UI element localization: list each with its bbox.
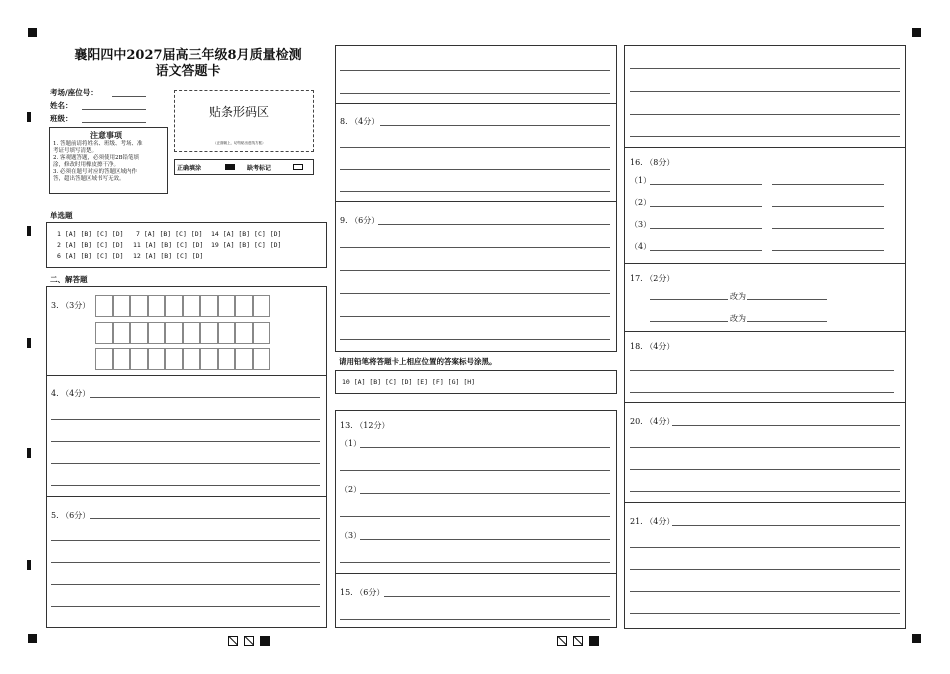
notes-heading: 注意事项 (90, 130, 122, 140)
answer-line[interactable] (772, 228, 884, 229)
fill-legend (174, 159, 314, 175)
timing-mark (27, 338, 31, 348)
divider (624, 331, 906, 332)
answer-line[interactable] (340, 562, 610, 563)
page-marker-crossed (228, 636, 238, 646)
choice-q11[interactable]: 11 [A] [B] [C] [D] (133, 241, 204, 249)
divider (624, 147, 906, 148)
exam-subtitle: 语文答题卡 (155, 64, 221, 79)
q16-part3-label: （3） (630, 220, 652, 229)
q18-label: 18. （4分） (630, 342, 675, 351)
notes-line: 答，超出答题区域书写无效。 (53, 176, 125, 182)
corner-mark (28, 28, 37, 37)
answer-line[interactable] (380, 125, 610, 126)
q16-part2-label: （2） (630, 198, 652, 207)
q16-part1-label: （1） (630, 176, 652, 185)
divider (46, 375, 327, 376)
q15-label: 15. （6分） (340, 588, 385, 597)
answer-line[interactable] (340, 70, 610, 71)
answer-line[interactable] (630, 569, 900, 570)
q17-change-label: 改为 (730, 292, 746, 301)
single-choice-box (46, 222, 327, 268)
q21-label: 21. （4分） (630, 517, 675, 526)
divider (624, 402, 906, 403)
answer-line[interactable] (51, 562, 320, 563)
answer-line[interactable] (630, 392, 894, 393)
answer-line[interactable] (340, 169, 610, 170)
choice-q14[interactable]: 14 [A] [B] [C] [D] (211, 230, 282, 238)
multi-choice-instruction: 请用铅笔将答题卡上相应位置的答案标号涂黑。 (339, 357, 497, 366)
q3-grid-row[interactable] (95, 348, 270, 370)
correct-fill-label: 正确填涂 (177, 165, 202, 172)
choice-q12[interactable]: 12 [A] [B] [C] [D] (133, 252, 204, 260)
answer-line[interactable] (630, 447, 900, 448)
notes-line: 涂，修改时用橡皮擦干净。 (53, 162, 120, 168)
answer-line[interactable] (340, 619, 610, 620)
answer-line[interactable] (384, 596, 610, 597)
answer-line[interactable] (672, 525, 900, 526)
timing-mark (27, 112, 31, 122)
page-marker-crossed (573, 636, 583, 646)
answer-line[interactable] (772, 250, 884, 251)
choice-q7[interactable]: 7 [A] [B] [C] [D] (136, 230, 203, 238)
notes-line: 2. 客观题答题，必须使用2B铅笔填 (53, 155, 140, 161)
choice-q1[interactable]: 1 [A] [B] [C] [D] (57, 230, 124, 238)
answer-line[interactable] (630, 91, 900, 92)
multi-choice-box (335, 370, 617, 394)
answer-area-col2-top (335, 45, 617, 352)
answer-line[interactable] (747, 321, 827, 322)
answer-line[interactable] (51, 485, 320, 486)
answer-line[interactable] (360, 493, 610, 494)
q5-label: 5. （6分） (51, 511, 91, 520)
exam-room-field[interactable] (112, 96, 146, 97)
q13-part2-label: （2） (340, 485, 362, 494)
page-marker-crossed (557, 636, 567, 646)
answer-line[interactable] (650, 206, 762, 207)
q8-label: 8. （4分） (340, 117, 380, 126)
answer-line[interactable] (51, 606, 320, 607)
answer-line[interactable] (90, 397, 320, 398)
answer-line[interactable] (51, 419, 320, 420)
corner-mark (912, 28, 921, 37)
corner-mark (28, 634, 37, 643)
answer-line[interactable] (51, 463, 320, 464)
exam-title: 襄阳四中2027届高三年级8月质量检测 (74, 48, 302, 63)
notes-box (49, 127, 168, 194)
answer-line[interactable] (630, 469, 900, 470)
answer-line[interactable] (630, 613, 900, 614)
answer-line[interactable] (340, 316, 610, 317)
q3-grid-row[interactable] (95, 295, 270, 317)
answer-line[interactable] (630, 370, 894, 371)
q16-part4-label: （4） (630, 242, 652, 251)
divider (335, 201, 617, 202)
timing-mark (27, 560, 31, 570)
answer-line[interactable] (340, 93, 610, 94)
answer-line[interactable] (630, 136, 900, 137)
answer-line[interactable] (340, 339, 610, 340)
q3-label: 3. （3分） (51, 301, 91, 310)
answer-line[interactable] (747, 299, 827, 300)
answer-line[interactable] (630, 114, 900, 115)
answer-line[interactable] (90, 518, 320, 519)
answer-line[interactable] (650, 321, 728, 322)
choice-q19[interactable]: 19 [A] [B] [C] [D] (211, 241, 282, 249)
answer-line[interactable] (360, 447, 610, 448)
divider (624, 263, 906, 264)
q16-label: 16. （8分） (630, 158, 675, 167)
choice-q2[interactable]: 2 [A] [B] [C] [D] (57, 241, 124, 249)
answer-line[interactable] (672, 425, 900, 426)
page-marker-crossed (244, 636, 254, 646)
class-label: 班级： (50, 114, 73, 123)
choice-q10[interactable]: 10 [A] [B] [C] [D] [E] [F] [G] [H] (342, 378, 476, 386)
class-field[interactable] (82, 122, 146, 123)
q3-grid-row[interactable] (95, 322, 270, 344)
q4-label: 4. （4分） (51, 389, 91, 398)
answer-line[interactable] (650, 250, 762, 251)
answer-line[interactable] (630, 491, 900, 492)
answer-line[interactable] (51, 441, 320, 442)
q13-label: 13. （12分） (340, 421, 390, 430)
q13-part3-label: （3） (340, 531, 362, 540)
page-marker-filled (589, 636, 599, 646)
divider (624, 502, 906, 503)
answer-line[interactable] (650, 299, 728, 300)
answer-line[interactable] (340, 516, 610, 517)
barcode-label: 贴条形码区 (209, 105, 270, 119)
answer-line[interactable] (772, 206, 884, 207)
divider (335, 573, 617, 574)
single-choice-heading: 单选题 (50, 211, 73, 220)
name-label: 姓名： (50, 101, 73, 110)
answer-line[interactable] (51, 540, 320, 541)
answer-line[interactable] (340, 470, 610, 471)
notes-line: 1. 答题前请将姓名、班级、考场、准 (53, 141, 143, 147)
answer-line[interactable] (51, 584, 320, 585)
absent-mark-label: 缺考标记 (247, 165, 272, 172)
answer-line[interactable] (340, 247, 610, 248)
answer-line[interactable] (340, 147, 610, 148)
barcode-note: （正面朝上，切勿贴出虚线方框） (213, 141, 266, 145)
timing-mark (27, 226, 31, 236)
answer-line[interactable] (340, 293, 610, 294)
answer-line[interactable] (650, 228, 762, 229)
absent-mark-box[interactable] (293, 164, 303, 170)
section2-heading: 二、解答题 (50, 275, 88, 284)
answer-line[interactable] (630, 547, 900, 548)
answer-line[interactable] (772, 184, 884, 185)
q13-part1-label: （1） (340, 439, 362, 448)
answer-line[interactable] (650, 184, 762, 185)
answer-line[interactable] (630, 68, 900, 69)
answer-line[interactable] (630, 591, 900, 592)
page-marker-filled (260, 636, 270, 646)
q17-label: 17. （2分） (630, 274, 675, 283)
name-field[interactable] (82, 109, 146, 110)
answer-line[interactable] (378, 224, 610, 225)
correct-fill-sample (225, 164, 235, 170)
answer-area-col3 (624, 45, 906, 629)
notes-line: 3. 必须在题号对应的答题区域内作 (53, 169, 137, 175)
q17-change-label: 改为 (730, 314, 746, 323)
divider (46, 496, 327, 497)
corner-mark (912, 634, 921, 643)
choice-q6[interactable]: 6 [A] [B] [C] [D] (57, 252, 124, 260)
answer-line[interactable] (340, 191, 610, 192)
exam-room-label: 考场/座位号： (50, 88, 98, 97)
barcode-area (174, 90, 314, 152)
answer-line[interactable] (360, 539, 610, 540)
divider (335, 103, 617, 104)
q9-label: 9. （6分） (340, 216, 380, 225)
answer-line[interactable] (340, 270, 610, 271)
q20-label: 20. （4分） (630, 417, 675, 426)
notes-line: 考证号填写清楚。 (53, 148, 98, 154)
timing-mark (27, 448, 31, 458)
